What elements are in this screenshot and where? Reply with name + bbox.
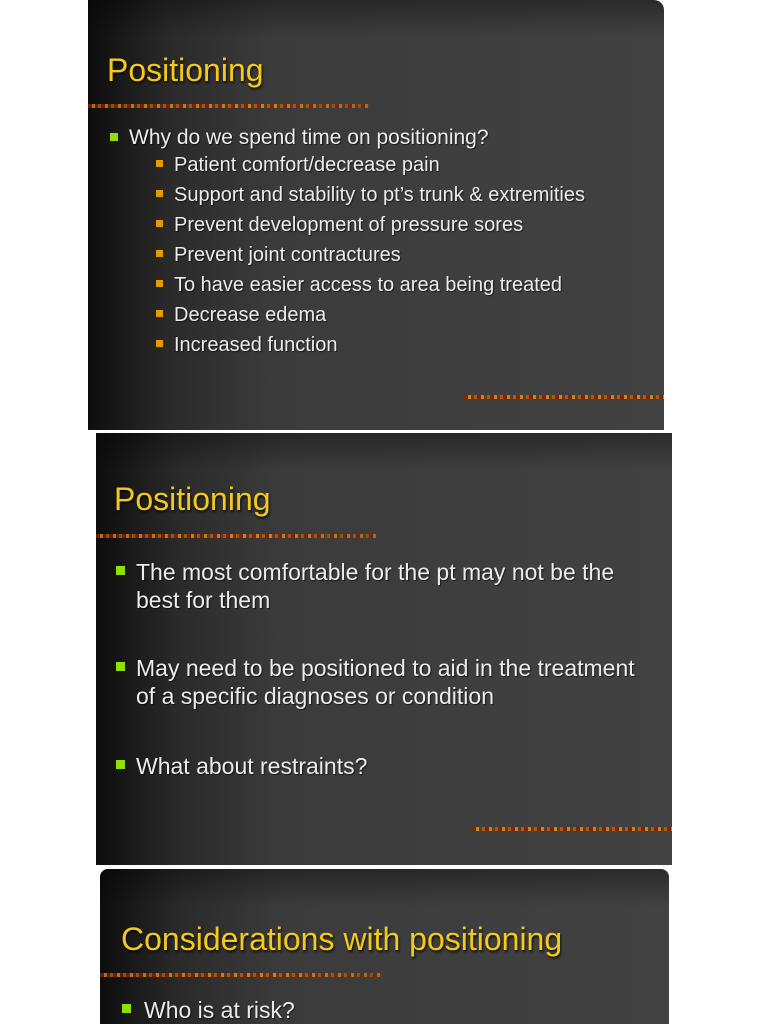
title-divider <box>96 534 378 538</box>
bullet-item <box>116 558 656 614</box>
slide-1 <box>88 0 664 430</box>
sub-bullet-item <box>156 213 650 237</box>
slide-title: Considerations with positioning <box>121 921 563 957</box>
title-divider <box>88 104 370 108</box>
sub-bullet-list <box>129 153 650 357</box>
title-divider <box>100 973 382 977</box>
square-bullet-icon <box>156 160 163 167</box>
bullet-item <box>116 654 656 710</box>
sub-bullet-text: To have easier access to area being treated <box>174 274 563 296</box>
square-bullet-icon <box>156 250 163 257</box>
slide-title: Positioning <box>114 481 271 517</box>
sub-bullet-item <box>156 243 650 267</box>
sub-bullet-item <box>156 273 650 297</box>
square-bullet-icon <box>156 220 163 227</box>
bullet-item <box>110 124 650 357</box>
sub-bullet-text: Prevent development of pressure sores <box>174 214 524 236</box>
square-bullet-icon <box>156 280 163 287</box>
bullet-list <box>116 558 656 780</box>
square-bullet-icon <box>156 310 163 317</box>
sub-bullet-text: Decrease edema <box>174 304 327 326</box>
square-bullet-icon <box>116 760 125 769</box>
slide-3 <box>100 869 669 1024</box>
bullet-item <box>122 996 642 1024</box>
bullet-text: The most comfortable for the pt may not be the best for them <box>136 559 615 613</box>
bullet-text: What about restraints? <box>136 753 368 779</box>
corner-divider <box>464 395 664 399</box>
square-bullet-icon <box>122 1004 131 1013</box>
bullet-item <box>116 752 656 780</box>
square-bullet-icon <box>110 133 118 141</box>
slide-title: Positioning <box>107 52 264 88</box>
bullet-text: Who is at risk? <box>144 997 295 1023</box>
sub-bullet-item <box>156 333 650 357</box>
bullet-text: Why do we spend time on positioning? <box>129 126 489 149</box>
square-bullet-icon <box>116 566 125 575</box>
sub-bullet-item <box>156 303 650 327</box>
sub-bullet-text: Prevent joint contractures <box>174 244 401 266</box>
sub-bullet-text: Increased function <box>174 334 338 356</box>
square-bullet-icon <box>156 340 163 347</box>
bullet-text: May need to be positioned to aid in the treatment of a specific diagnoses or condition <box>136 655 635 709</box>
bullet-list <box>110 124 650 363</box>
sub-bullet-item <box>156 153 650 177</box>
square-bullet-icon <box>156 190 163 197</box>
sub-bullet-text: Patient comfort/decrease pain <box>174 154 440 176</box>
slide-2 <box>96 433 672 865</box>
sub-bullet-text: Support and stability to pt’s trunk & extremities <box>174 184 585 206</box>
corner-divider <box>472 827 672 831</box>
bullet-list <box>122 996 642 1024</box>
square-bullet-icon <box>116 662 125 671</box>
sub-bullet-item <box>156 183 650 207</box>
